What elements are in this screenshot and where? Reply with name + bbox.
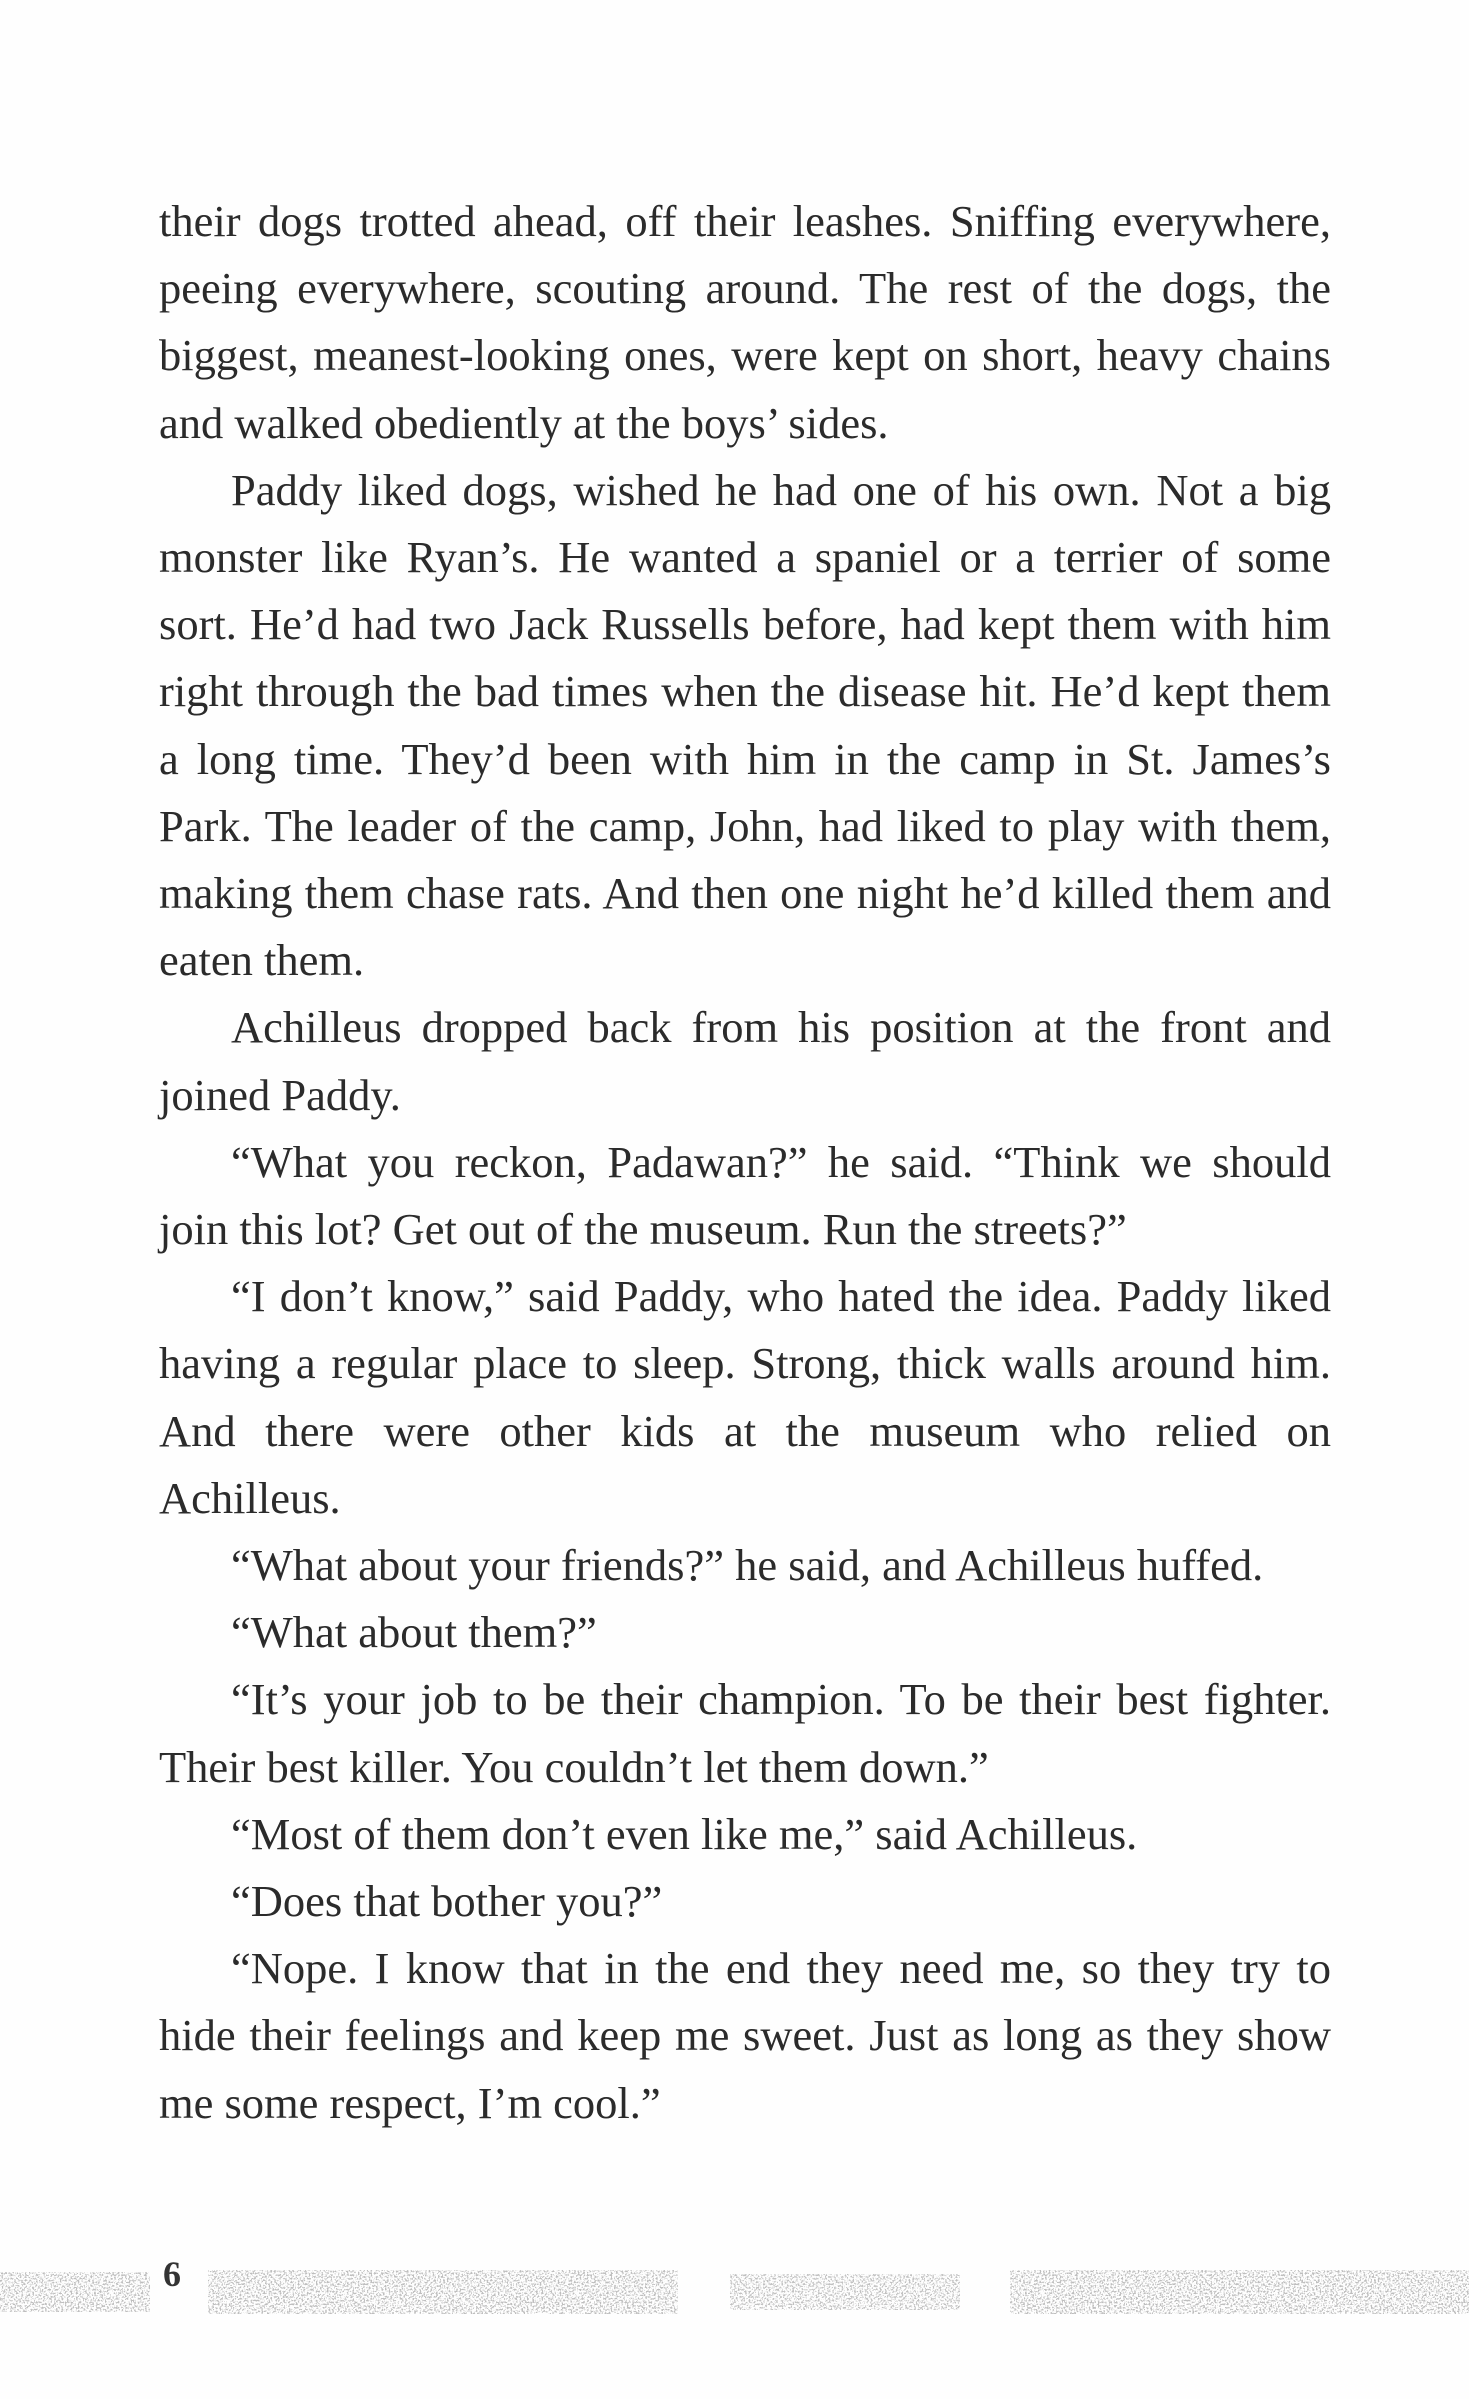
paragraph-11: “Nope. I know that in the end they need me, so they try to hide their feelings and keep me sweet. Just as long as they show me some respect, I’m cool.” (159, 1943, 1331, 2128)
body-text (159, 188, 1331, 2137)
paragraph-2: Paddy liked dogs, wished he had one of his own. Not a big monster like Ryan’s. He wanted a spaniel or a terrier of some sort. He’d had two Jack Russells before, had kept them with him right through the bad times when the disease hit. He’d kept them a long time. They’d been with him in the camp in St. James’s Park. The leader of the camp, John, had liked to play with them, making them chase rats. And then one night he’d killed them and eaten them. (159, 464, 1331, 986)
paragraph-3: Achilleus dropped back from his position at the front and joined Paddy. (159, 1002, 1331, 1120)
paragraph-4: “What you reckon, Padawan?” he said. “Think we should join this lot? Get out of the museum. Run the streets?” (159, 1136, 1331, 1255)
paragraph-6: “What about your friends?” he said, and Achilleus huffed. (231, 1540, 1264, 1591)
footer-decorative-band (0, 2262, 1469, 2322)
paragraph-8: “It’s your job to be their champion. To be their best fighter. Their best killer. You couldn’t let them down.” (159, 1674, 1331, 1792)
paragraph-5: “I don’t know,” said Paddy, who hated the idea. Paddy liked having a regular place to sleep. Strong, thick walls around him. And there were other kids at the museum who relied on Achilleus. (159, 1271, 1331, 1523)
paragraph-9: “Most of them don’t even like me,” said Achilleus. (231, 1808, 1138, 1859)
page-number: 6 (163, 2254, 181, 2294)
paragraph-1: their dogs trotted ahead, off their leashes. Sniffing everywhere, peeing everywhere, scouting around. The rest of the dogs, the biggest, meanest-looking ones, were kept on short, heavy chains and walked obediently at the boys’ sides. (159, 196, 1331, 448)
paragraph-10: “Does that bother you?” (231, 1876, 663, 1927)
paragraph-7: “What about them?” (231, 1607, 597, 1658)
